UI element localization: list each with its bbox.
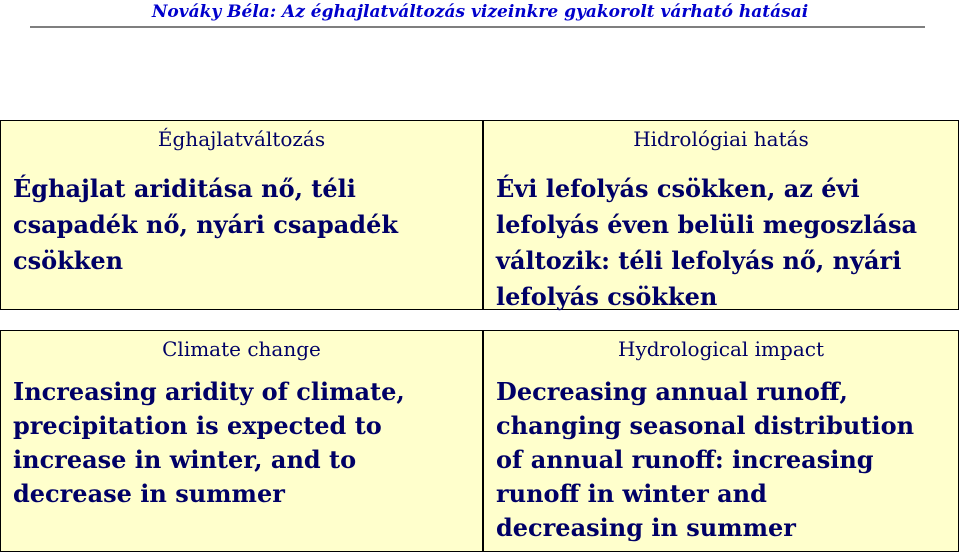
climate-change-en-title: Climate change [162, 337, 321, 361]
hydrological-impact-hu-box [483, 120, 959, 310]
page-title: Nováky Béla: Az éghajlatváltozás vizeinkre gyakorolt várható hatásai [151, 2, 809, 22]
climate-change-hu-title: Éghajlatváltozás [157, 127, 326, 151]
hydrological-impact-en-title: Hydrological impact [618, 337, 824, 361]
climate-change-hu-text: Éghajlat ariditása nő, téli csapadék nő, nyári csapadék csökken [13, 174, 398, 275]
hydrological-impact-en-box [483, 330, 959, 552]
header-divider [30, 26, 925, 28]
hydrological-impact-hu-title: Hidrológiai hatás [633, 127, 809, 151]
climate-change-hu-box [0, 120, 483, 310]
hydrological-impact-en-text: Decreasing annual runoff, changing seasonal distribution of annual runoff: increasing runoff in winter and decreasing in summer [496, 377, 915, 542]
climate-change-en-box [0, 330, 483, 552]
hydrological-impact-hu-text: Évi lefolyás csökken, az évi lefolyás éven belüli megoszlása változik: téli lefolyás nő, nyári lefolyás csökken [496, 174, 918, 311]
climate-change-en-text: Increasing aridity of climate, precipitation is expected to increase in winter, and to decrease in summer [13, 377, 405, 508]
